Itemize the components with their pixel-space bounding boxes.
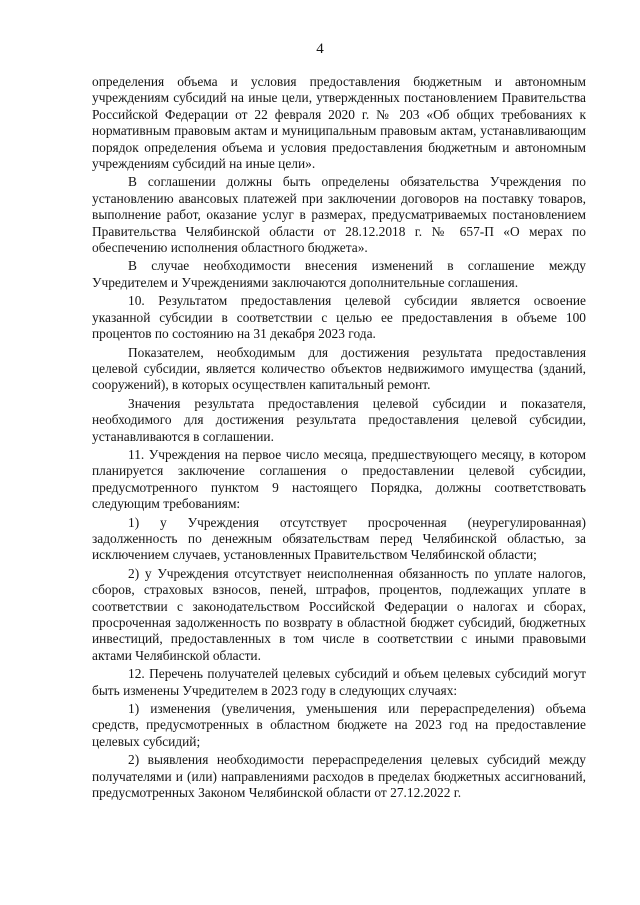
paragraph-item-11: 11. Учреждения на первое число месяца, предшествующего месяцу, в котором планируется заключение соглашения о предоставлении целевой субсидии, предусмотренного пунктом 9 настоящего Порядка, должны соответствовать следующим требованиям: [92,446,586,512]
paragraph-case-2: 2) выявления необходимости перераспределения целевых субсидий между получателями и (или) направлениями расходов в пределах бюджетных ассигнований, предусмотренных Законом Челябинской области от 27.12.2022 г. [92,752,586,801]
paragraph-requirement-2: 2) у Учреждения отсутствует неисполненная обязанность по уплате налогов, сборов, страховых взносов, пеней, штрафов, процентов, подлежащих уплате в соответствии с законодательством Российской Федерации о налогах и сборах, просроченная задолженность по возврату в областной бюджет субсидий, бюджетных инвестиций, предоставленных в том числе в соответствии с иными правовыми актами Челябинской области. [92,565,586,663]
paragraph-item-12: 12. Перечень получателей целевых субсидий и объем целевых субсидий могут быть изменены Учредителем в 2023 году в следующих случаях: [92,666,586,698]
page-number: 4 [316,41,324,57]
paragraph-indicator: Показателем, необходимым для достижения результата предоставления целевой субсидии, является количество объектов недвижимого имущества (зданий, сооружений), в которых осуществлен капитальный ремонт. [92,344,586,393]
paragraph-requirement-1: 1) у Учреждения отсутствует просроченная (неурегулированная) задолженность по денежным обязательствам перед Челябинской областью, за исключением случаев, установленных Правительством Челябинской области; [92,514,586,563]
paragraph-indicator-values: Значения результата предоставления целевой субсидии и показателя, необходимого для достижения результата предоставления целевой субсидии, устанавливаются в соглашении. [92,395,586,444]
paragraph-continuation: определения объема и условия предоставления бюджетным и автономным учреждениям субсидий на иные цели, утвержденных постановлением Правительства Российской Федерации от 22 февраля 2020 г. № 203 «Об общих требованиях к нормативным правовым актам и муниципальным правовым актам, устанавливающим порядок определения объема и условия предоставления бюджетным и автономным учреждениям субсидий на иные цели». [92,74,586,172]
paragraph-item-10: 10. Результатом предоставления целевой субсидии является освоение указанной субсидии в соответствии с целью ее предоставления в объеме 100 процентов по состоянию на 31 декабря 2023 года. [92,293,586,342]
paragraph-case-1: 1) изменения (увеличения, уменьшения или перераспределения) объема средств, предусмотренных в областном бюджете на 2023 год на предоставление целевых субсидий; [92,701,586,749]
paragraph-agreement-obligations: В соглашении должны быть определены обязательства Учреждения по установлению авансовых платежей при заключении договоров на поставку товаров, выполнение работ, оказание услуг в размерах, предусматриваемых постановлением Правительства Челябинской области от 28.12.2018 г. № 657-П «О мерах по обеспечению исполнения областного бюджета». [92,174,586,256]
paragraph-additional-agreements: В случае необходимости внесения изменений в соглашение между Учредителем и Учреждениями заключаются дополнительные соглашения. [92,258,586,290]
document-body [92,74,586,803]
